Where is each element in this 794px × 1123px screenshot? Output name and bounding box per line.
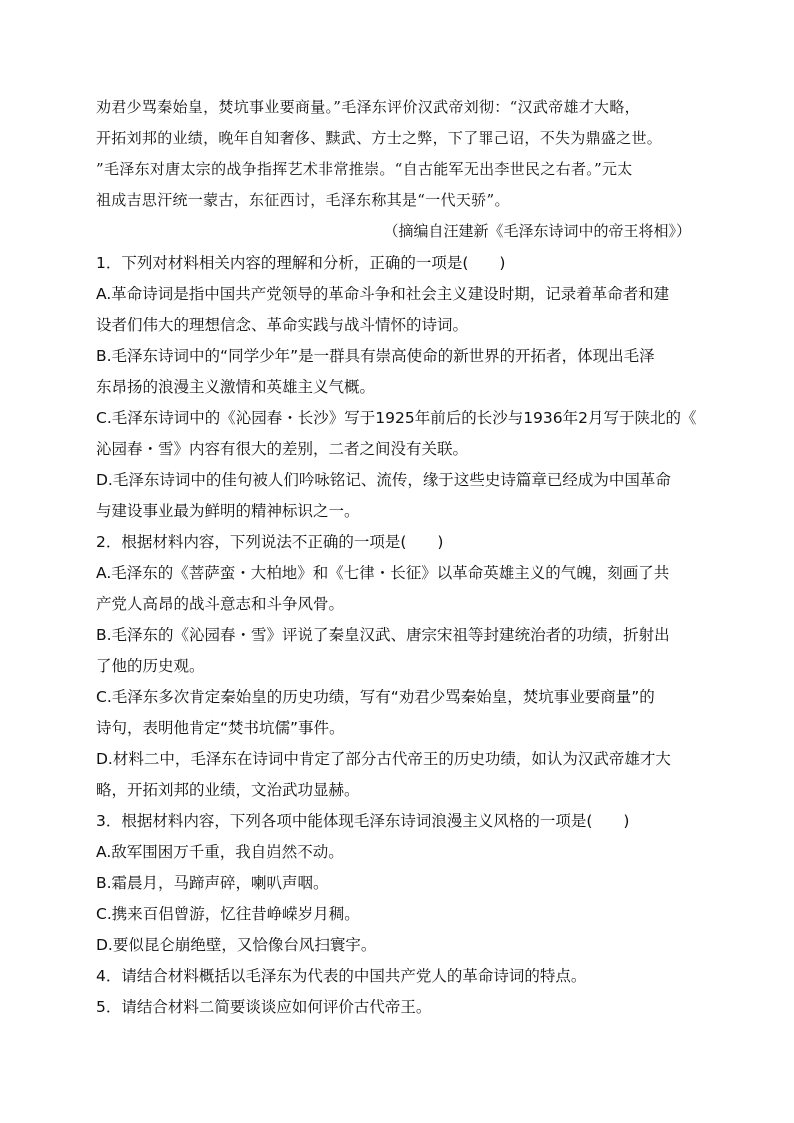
question-5 xyxy=(96,992,711,1023)
question-stem: 3．根据材料内容，下列各项中能体现毛泽东诗词浪漫主义风格的一项是( ) xyxy=(96,812,630,830)
option-d-line: D.毛泽东诗词中的佳句被人们吟咏铭记、流传，缘于这些史诗篇章已经成为中国革命 xyxy=(96,471,671,489)
intro-line: ”毛泽东对唐太宗的战争指挥艺术非常推崇。“自古能军无出李世民之右者。”元太 xyxy=(96,160,633,178)
question-stem: 2．根据材料内容，下列说法不正确的一项是( ) xyxy=(96,533,444,551)
option-d-line: D.要似昆仑崩绝壁，又恰像台风扫寰宇。 xyxy=(96,936,377,954)
question-list xyxy=(96,248,711,1023)
option-a-line: A.敌军围困万千重，我自岿然不动。 xyxy=(96,843,344,861)
option-c-line: 沁园春・雪》内容有很大的差别，二者之间没有关联。 xyxy=(96,440,469,458)
question-2 xyxy=(96,527,711,806)
question-stem: 4．请结合材料概括以毛泽东为代表的中国共产党人的革命诗词的特点。 xyxy=(96,967,587,985)
question-stem: 1．下列对材料相关内容的理解和分析，正确的一项是( ) xyxy=(96,254,506,272)
intro-line: 劝君少骂秦始皇，焚坑事业要商量。”毛泽东评价汉武帝刘彻：“汉武帝雄才大略， xyxy=(96,98,640,116)
option-b-line: 了他的历史观。 xyxy=(96,657,205,675)
option-d-line: 略，开拓刘邦的业绩，文治武功显赫。 xyxy=(96,781,360,799)
question-3 xyxy=(96,806,711,961)
option-b-line: B.毛泽东的《沁园春・雪》评说了秦皇汉武、唐宗宋祖等封建统治者的功绩，折射出 xyxy=(96,626,670,644)
option-b-line: 东昂扬的浪漫主义激情和英雄主义气概。 xyxy=(96,378,376,396)
option-c-line: C.毛泽东诗词中的《沁园春・长沙》写于1925年前后的长沙与1936年2月写于陕北的《 xyxy=(96,409,697,427)
option-a-line: 设者们伟大的理想信念、革命实践与战斗情怀的诗词。 xyxy=(96,316,469,334)
intro-line: 开拓刘邦的业绩，晚年自知奢侈、黩武、方士之弊，下了罪己诏，不失为鼎盛之世。 xyxy=(96,129,663,147)
option-d-line: D.材料二中，毛泽东在诗词中肯定了部分古代帝王的历史功绩，如认为汉武帝雄才大 xyxy=(96,750,671,768)
option-a-line: 产党人高昂的战斗意志和斗争风骨。 xyxy=(96,595,345,613)
source-citation: （摘编自汪建新《毛泽东诗词中的帝王将相》） xyxy=(383,222,691,240)
option-c-line: C.毛泽东多次肯定秦始皇的历史功绩，写有“劝君少骂秦始皇，焚坑事业要商量”的 xyxy=(96,688,655,706)
option-b-line: B.霜晨月，马蹄声碎，喇叭声咽。 xyxy=(96,874,329,892)
intro-line: 祖成吉思汗统一蒙古，东征西讨，毛泽东称其是“一代天骄”。 xyxy=(96,191,510,209)
option-a-line: A.革命诗词是指中国共产党领导的革命斗争和社会主义建设时期，记录着革命者和建 xyxy=(96,285,670,303)
question-1 xyxy=(96,248,711,527)
option-a-line: A.毛泽东的《菩萨蛮・大柏地》和《七律・长征》以革命英雄主义的气魄，刻画了共 xyxy=(96,564,670,582)
option-d-line: 与建设事业最为鲜明的精神标识之一。 xyxy=(96,502,360,520)
option-c-line: C.携来百侣曾游，忆往昔峥嵘岁月稠。 xyxy=(96,905,360,923)
question-4 xyxy=(96,961,711,992)
option-b-line: B.毛泽东诗词中的“同学少年”是一群具有崇高使命的新世界的开拓者，体现出毛泽 xyxy=(96,347,655,365)
question-stem: 5．请结合材料二简要谈谈应如何评价古代帝王。 xyxy=(96,998,432,1016)
option-c-line: 诗句，表明他肯定“焚书坑儒”事件。 xyxy=(96,719,345,737)
intro-passage xyxy=(96,92,708,216)
